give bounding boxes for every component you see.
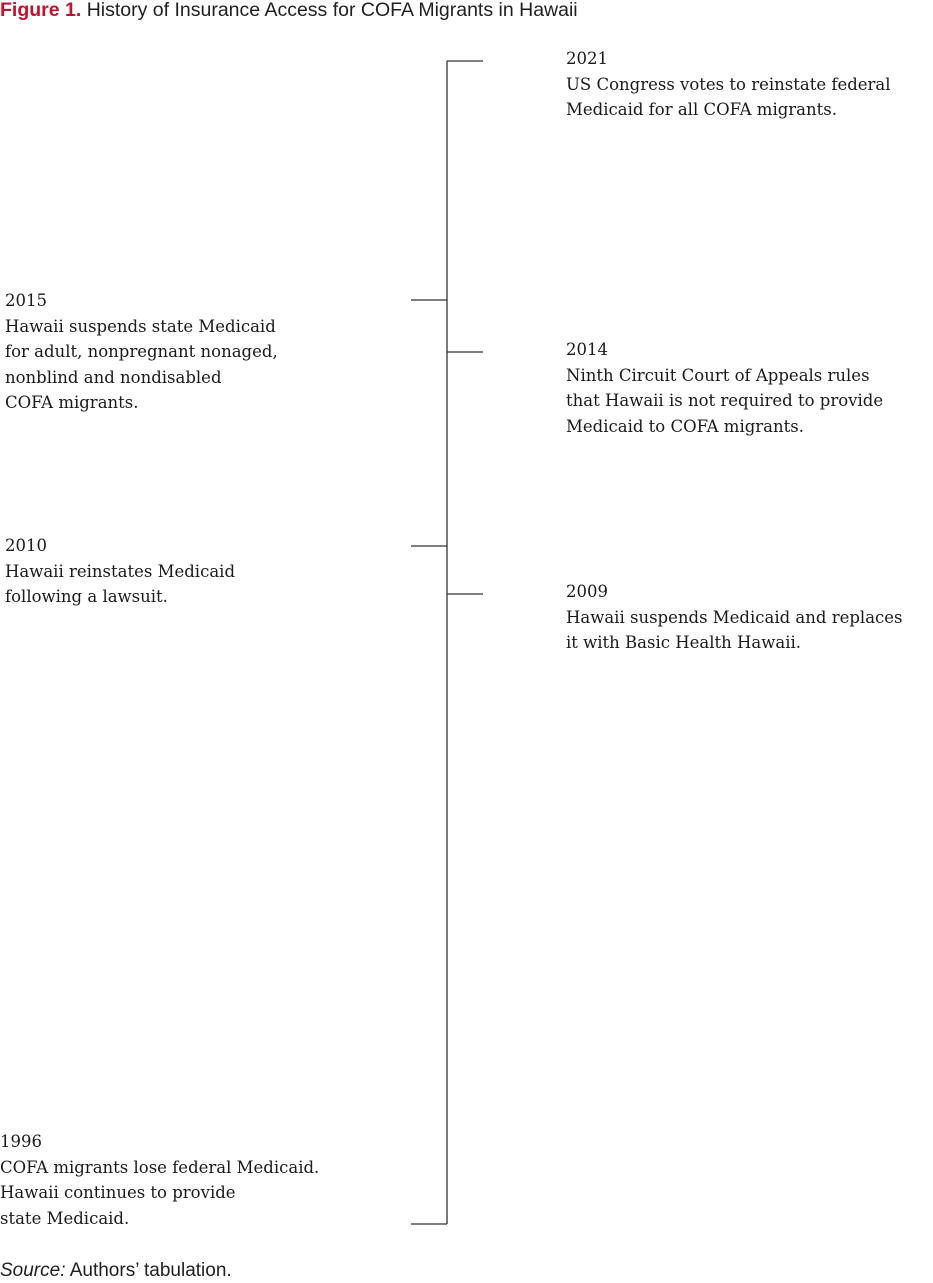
figure-title-text: History of Insurance Access for COFA Migrants in Hawaii (86, 0, 578, 21)
event-text-line: Hawaii suspends Medicaid and replaces (566, 607, 903, 627)
event-2009 (566, 579, 903, 656)
source-label: Source: (0, 1260, 66, 1281)
event-year: 2010 (5, 536, 47, 555)
event-year: 1996 (0, 1132, 42, 1151)
event-year: 2021 (566, 49, 608, 68)
source-text: Authors’ tabulation. (65, 1260, 232, 1281)
event-text-line: it with Basic Health Hawaii. (566, 633, 802, 652)
figure-label: Figure 1. (0, 0, 82, 21)
event-text-line: that Hawaii is not required to provide (566, 391, 884, 410)
event-1996 (0, 1129, 319, 1231)
source-note (0, 1259, 232, 1283)
event-text-line: for adult, nonpregnant nonaged, (5, 342, 278, 361)
event-text-line: Hawaii reinstates Medicaid (5, 561, 236, 581)
event-year: 2009 (566, 582, 608, 601)
event-year: 2014 (566, 340, 608, 359)
event-text-line: US Congress votes to reinstate federal (566, 74, 891, 94)
event-text-line: nonblind and nondisabled (5, 367, 222, 387)
event-text-line: Hawaii continues to provide (0, 1183, 236, 1202)
event-text-line: Medicaid for all COFA migrants. (566, 100, 837, 119)
event-text-line: Medicaid to COFA migrants. (566, 416, 804, 436)
event-text-line: Hawaii suspends state Medicaid (5, 316, 276, 336)
event-text-line: COFA migrants lose federal Medicaid. (0, 1157, 320, 1177)
event-2014 (566, 337, 883, 439)
event-year: 2015 (5, 291, 47, 310)
event-2010 (5, 533, 235, 610)
event-2015 (5, 288, 278, 416)
event-text-line: COFA migrants. (5, 393, 139, 412)
event-text-line: state Medicaid. (0, 1208, 130, 1228)
event-text-line: Ninth Circuit Court of Appeals rules (566, 365, 870, 385)
event-text-line: following a lawsuit. (5, 587, 168, 606)
event-2021 (566, 46, 891, 123)
